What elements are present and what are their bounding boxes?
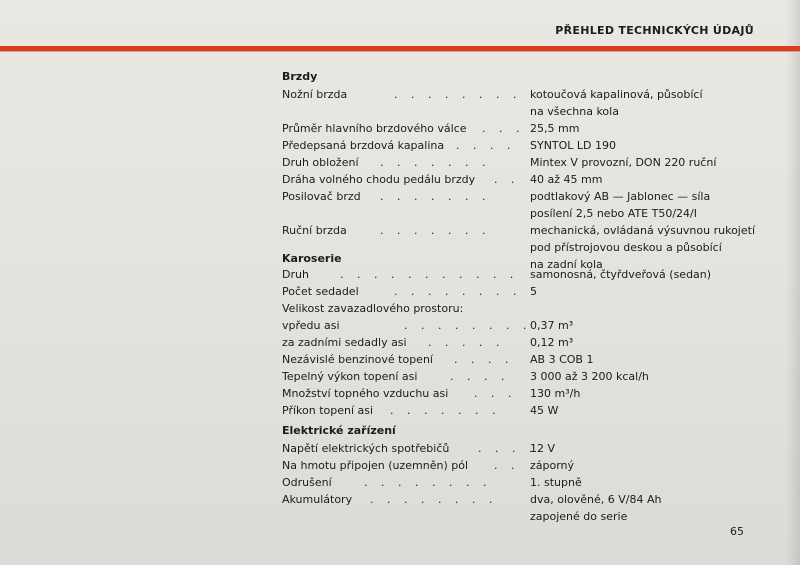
leader-dots: . . . . . . . <box>380 224 491 237</box>
leader-dots: . . . . . . . . <box>394 88 522 101</box>
spec-value: pod přístrojovou deskou a působící <box>530 241 722 254</box>
spec-value: 12 V <box>530 442 556 455</box>
leader-dots: . . . . . . . <box>380 156 491 169</box>
spec-label: Nožní brzda <box>282 88 348 101</box>
leader-dots: . . . . <box>456 139 516 152</box>
spec-label: Tepelný výkon topení asi <box>282 370 418 383</box>
spec-value: posílení 2,5 nebo ATE T50/24/I <box>530 207 697 220</box>
spec-value: 3 000 až 3 200 kcal/h <box>530 370 649 383</box>
leader-dots: . . . . . . . <box>390 404 501 417</box>
spec-label: Počet sedadel <box>282 285 359 298</box>
spec-value: 130 m³/h <box>530 387 581 400</box>
leader-dots: . . . . . . . <box>380 190 491 203</box>
page-header-title: PŘEHLED TECHNICKÝCH ÚDAJŮ <box>555 24 754 37</box>
spec-label: vpředu asi <box>282 319 340 332</box>
spec-label: Nezávislé benzinové topení <box>282 353 433 366</box>
spec-label: Ruční brzda <box>282 224 347 237</box>
leader-dots: . . . . . . . . <box>370 493 498 506</box>
spec-label: Průměr hlavního brzdového válce <box>282 122 467 135</box>
spec-value: 0,37 m³ <box>530 319 574 332</box>
spec-value: SYNTOL LD 190 <box>530 139 617 152</box>
leader-dots: . . <box>494 459 520 472</box>
spec-value: 0,12 m³ <box>530 336 574 349</box>
spec-label: Velikost zavazadlového prostoru: <box>282 302 464 315</box>
leader-dots: . . . . . . . . <box>364 476 492 489</box>
spec-value: 1. stupně <box>530 476 582 489</box>
spec-value: 5 <box>530 285 537 298</box>
leader-dots: . . . . <box>454 353 514 366</box>
spec-value: samonosná, čtyřdveřová (sedan) <box>530 268 712 281</box>
spec-value: na zadní kola <box>530 258 603 271</box>
spec-value: 25,5 mm <box>530 122 580 135</box>
section-heading-elektricke: Elektrické zařízení <box>282 424 396 437</box>
leader-dots: . . . . . . . . . . . <box>340 268 519 281</box>
spec-value: kotoučová kapalinová, působící <box>530 88 703 101</box>
leader-dots: . . . . . <box>428 336 505 349</box>
spec-value: 45 W <box>530 404 559 417</box>
spec-value: na všechna kola <box>530 105 619 118</box>
spec-value: Mintex V provozní, DON 220 ruční <box>530 156 717 169</box>
spec-label: Akumulátory <box>282 493 353 506</box>
spec-label: za zadními sedadly asi <box>282 336 407 349</box>
leader-dots: . . . <box>482 122 525 135</box>
spec-value: záporný <box>530 459 575 472</box>
spec-value: dva, olověné, 6 V/84 Ah <box>530 493 662 506</box>
leader-dots: . . <box>494 173 520 186</box>
spec-label: Předepsaná brzdová kapalina <box>282 139 445 152</box>
spec-value: zapojené do serie <box>530 510 628 523</box>
leader-dots: . . . . <box>478 442 538 455</box>
spec-label: Posilovač brzd <box>282 190 361 203</box>
spec-label: Dráha volného chodu pedálu brzdy <box>282 173 476 186</box>
page-number: 65 <box>730 525 744 538</box>
leader-dots: . . . . . . . . <box>394 285 522 298</box>
leader-dots: . . . <box>474 387 517 400</box>
section-heading-brzdy: Brzdy <box>282 70 318 83</box>
spec-label: Na hmotu připojen (uzemněn) pól <box>282 459 469 472</box>
spec-label: Odrušení <box>282 476 332 489</box>
spec-value: 40 až 45 mm <box>530 173 603 186</box>
spec-label: Druh obložení <box>282 156 359 169</box>
leader-dots: . . . . <box>450 370 510 383</box>
leader-dots: . . . . . . . . <box>404 319 532 332</box>
spec-value: podtlakový AB — Jablonec — síla <box>530 190 711 203</box>
spec-label: Příkon topení asi <box>282 404 374 417</box>
section-heading-karoserie: Karoserie <box>282 252 342 265</box>
spec-value: mechanická, ovládaná výsuvnou rukojetí <box>530 224 755 237</box>
spec-label: Množství topného vzduchu asi <box>282 387 449 400</box>
spec-label: Napětí elektrických spotřebičů <box>282 442 450 455</box>
spec-label: Druh <box>282 268 309 281</box>
spec-value: AB 3 COB 1 <box>530 353 594 366</box>
